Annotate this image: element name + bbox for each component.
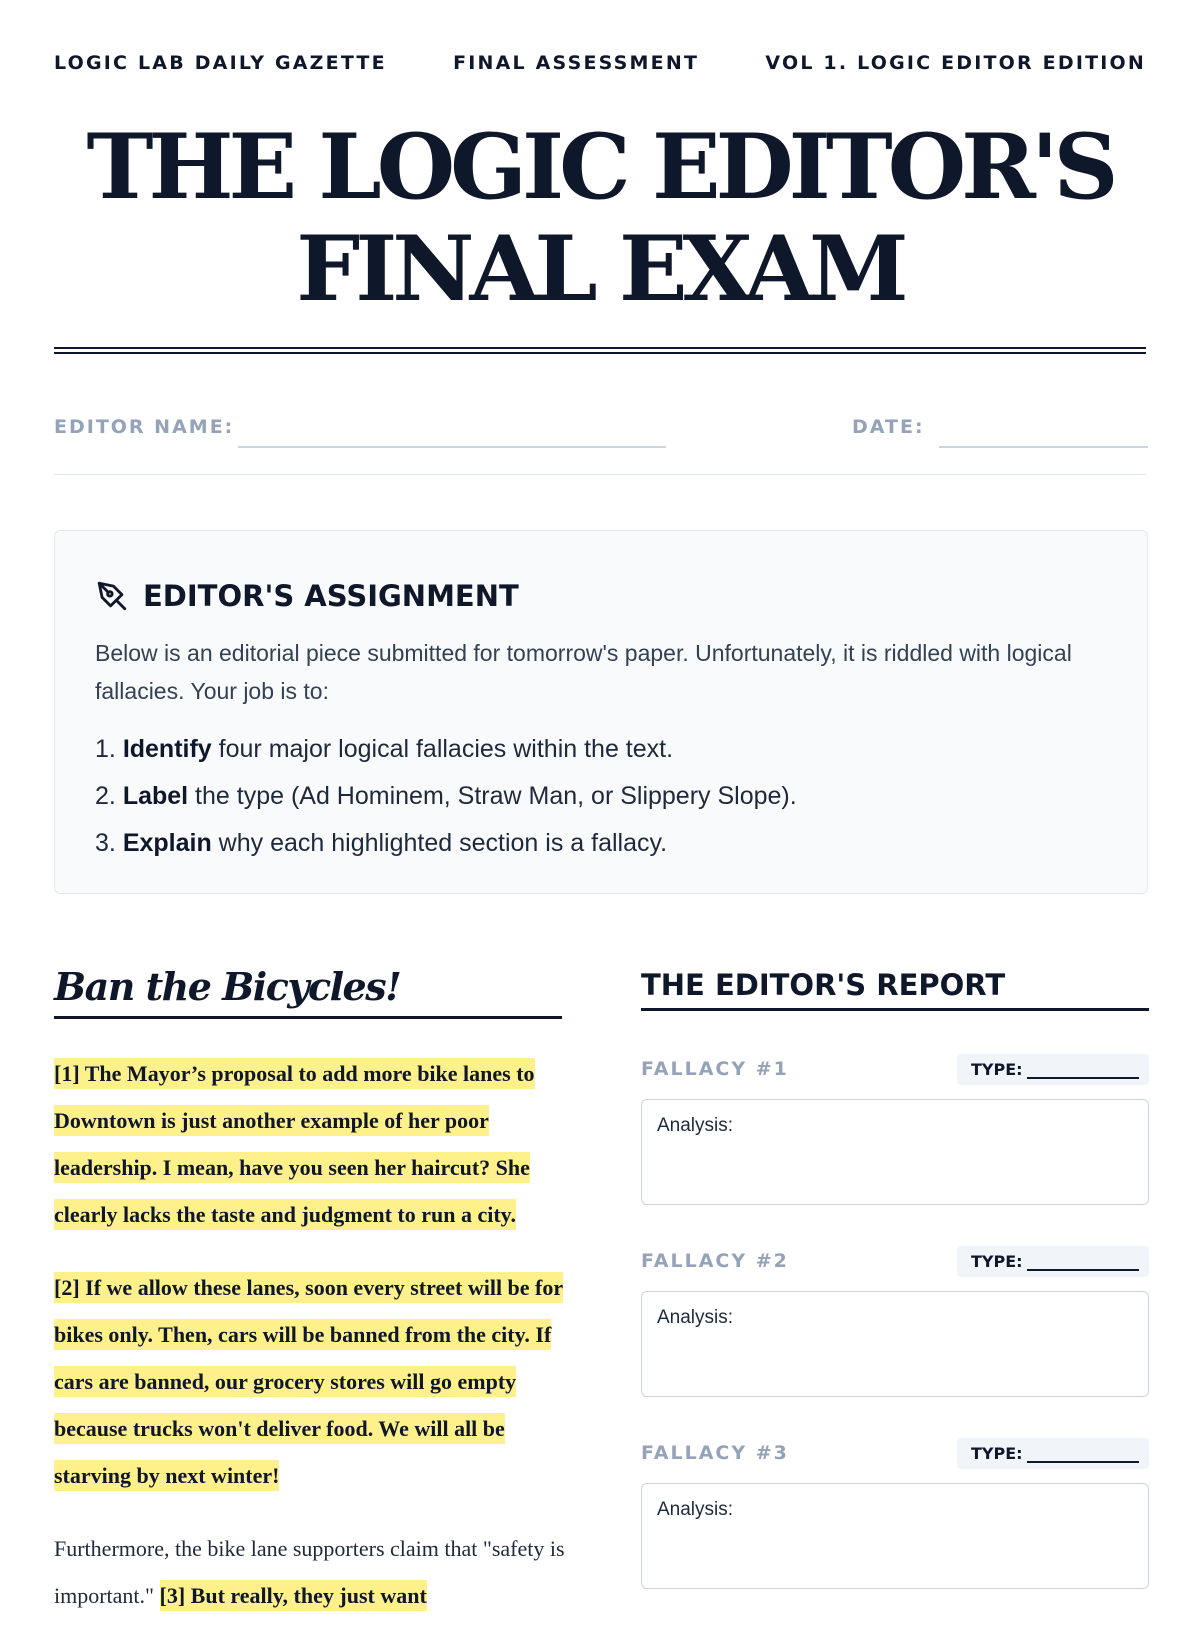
highlighted-passage-1[interactable]: [1] The Mayor’s proposal to add more bike lanes to Downtown is just another example of her poor leadership. I mean, have you seen her haircut? She clearly lacks the taste and judgment to run a city. bbox=[54, 1058, 535, 1230]
analysis-label: Analysis: bbox=[657, 1115, 734, 1136]
assignment-step: 2. Label the type (Ad Hominem, Straw Man, or Slippery Slope). bbox=[95, 782, 797, 810]
assignment-box bbox=[54, 530, 1148, 894]
editorial-paragraph-3 bbox=[54, 1525, 566, 1619]
volume-label: VOL 1. LOGIC EDITOR EDITION bbox=[765, 52, 1146, 74]
analysis-textbox[interactable] bbox=[641, 1291, 1149, 1397]
editor-name-field[interactable] bbox=[238, 446, 666, 448]
gazette-name: LOGIC LAB DAILY GAZETTE bbox=[54, 52, 387, 74]
editorial-paragraph-2 bbox=[54, 1264, 566, 1499]
pen-nib-icon bbox=[95, 579, 129, 613]
highlighted-passage-3[interactable]: [3] But really, they just want bbox=[160, 1580, 427, 1611]
fallacy-type-field[interactable]: TYPE: bbox=[957, 1054, 1149, 1085]
fallacy-type-field[interactable]: TYPE: bbox=[957, 1438, 1149, 1469]
analysis-textbox[interactable] bbox=[641, 1099, 1149, 1205]
date-label: DATE: bbox=[852, 416, 925, 438]
assignment-intro: Below is an editorial piece submitted for tomorrow's paper. Unfortunately, it is riddled with logical fallacies. Your job is to: bbox=[95, 640, 1072, 704]
title-double-rule bbox=[54, 347, 1146, 354]
plain-text: Furthermore, the bike lane supporters claim that "safety is important." bbox=[54, 1536, 565, 1608]
analysis-textbox[interactable] bbox=[641, 1483, 1149, 1589]
assessment-label: FINAL ASSESSMENT bbox=[453, 52, 700, 74]
assignment-step: 3. Explain why each highlighted section is a fallacy. bbox=[95, 829, 668, 857]
fallacy-card-1 bbox=[641, 1054, 1149, 1214]
report-title: THE EDITOR'S REPORT bbox=[641, 968, 1006, 1002]
page-title bbox=[0, 116, 1200, 320]
analysis-label: Analysis: bbox=[657, 1499, 734, 1520]
highlighted-passage-2[interactable]: [2] If we allow these lanes, soon every street will be for bikes only. Then, cars will be banned from the city. If cars are banned, our grocery stores will go empty because trucks won't deliver food. We will all be starving by next winter! bbox=[54, 1272, 563, 1491]
fallacy-label: FALLACY #1 bbox=[641, 1058, 789, 1080]
editorial-underline bbox=[54, 1016, 562, 1019]
title-line-1: THE LOGIC EDITOR'S bbox=[86, 114, 1114, 220]
masthead-top bbox=[54, 52, 1146, 74]
fallacy-label: FALLACY #3 bbox=[641, 1442, 789, 1464]
fallacy-card-2 bbox=[641, 1246, 1149, 1406]
fallacy-card-3 bbox=[641, 1438, 1149, 1598]
title-line-2: FINAL EXAM bbox=[296, 216, 904, 322]
assignment-step: 1. Identify four major logical fallacies within the text. bbox=[95, 735, 674, 763]
date-field[interactable] bbox=[939, 446, 1148, 448]
editor-name-label: EDITOR NAME: bbox=[54, 416, 235, 438]
fallacy-label: FALLACY #2 bbox=[641, 1250, 789, 1272]
report-underline bbox=[641, 1008, 1149, 1011]
editorial-paragraph-1 bbox=[54, 1050, 566, 1238]
name-date-row bbox=[54, 412, 1146, 448]
editorial-title: Ban the Bicycles! bbox=[54, 964, 401, 1009]
editorial-body bbox=[54, 1050, 566, 1645]
assignment-heading: EDITOR'S ASSIGNMENT bbox=[143, 579, 519, 613]
fallacy-type-field[interactable]: TYPE: bbox=[957, 1246, 1149, 1277]
assignment-steps bbox=[95, 726, 797, 867]
section-divider bbox=[54, 474, 1146, 475]
analysis-label: Analysis: bbox=[657, 1307, 734, 1328]
